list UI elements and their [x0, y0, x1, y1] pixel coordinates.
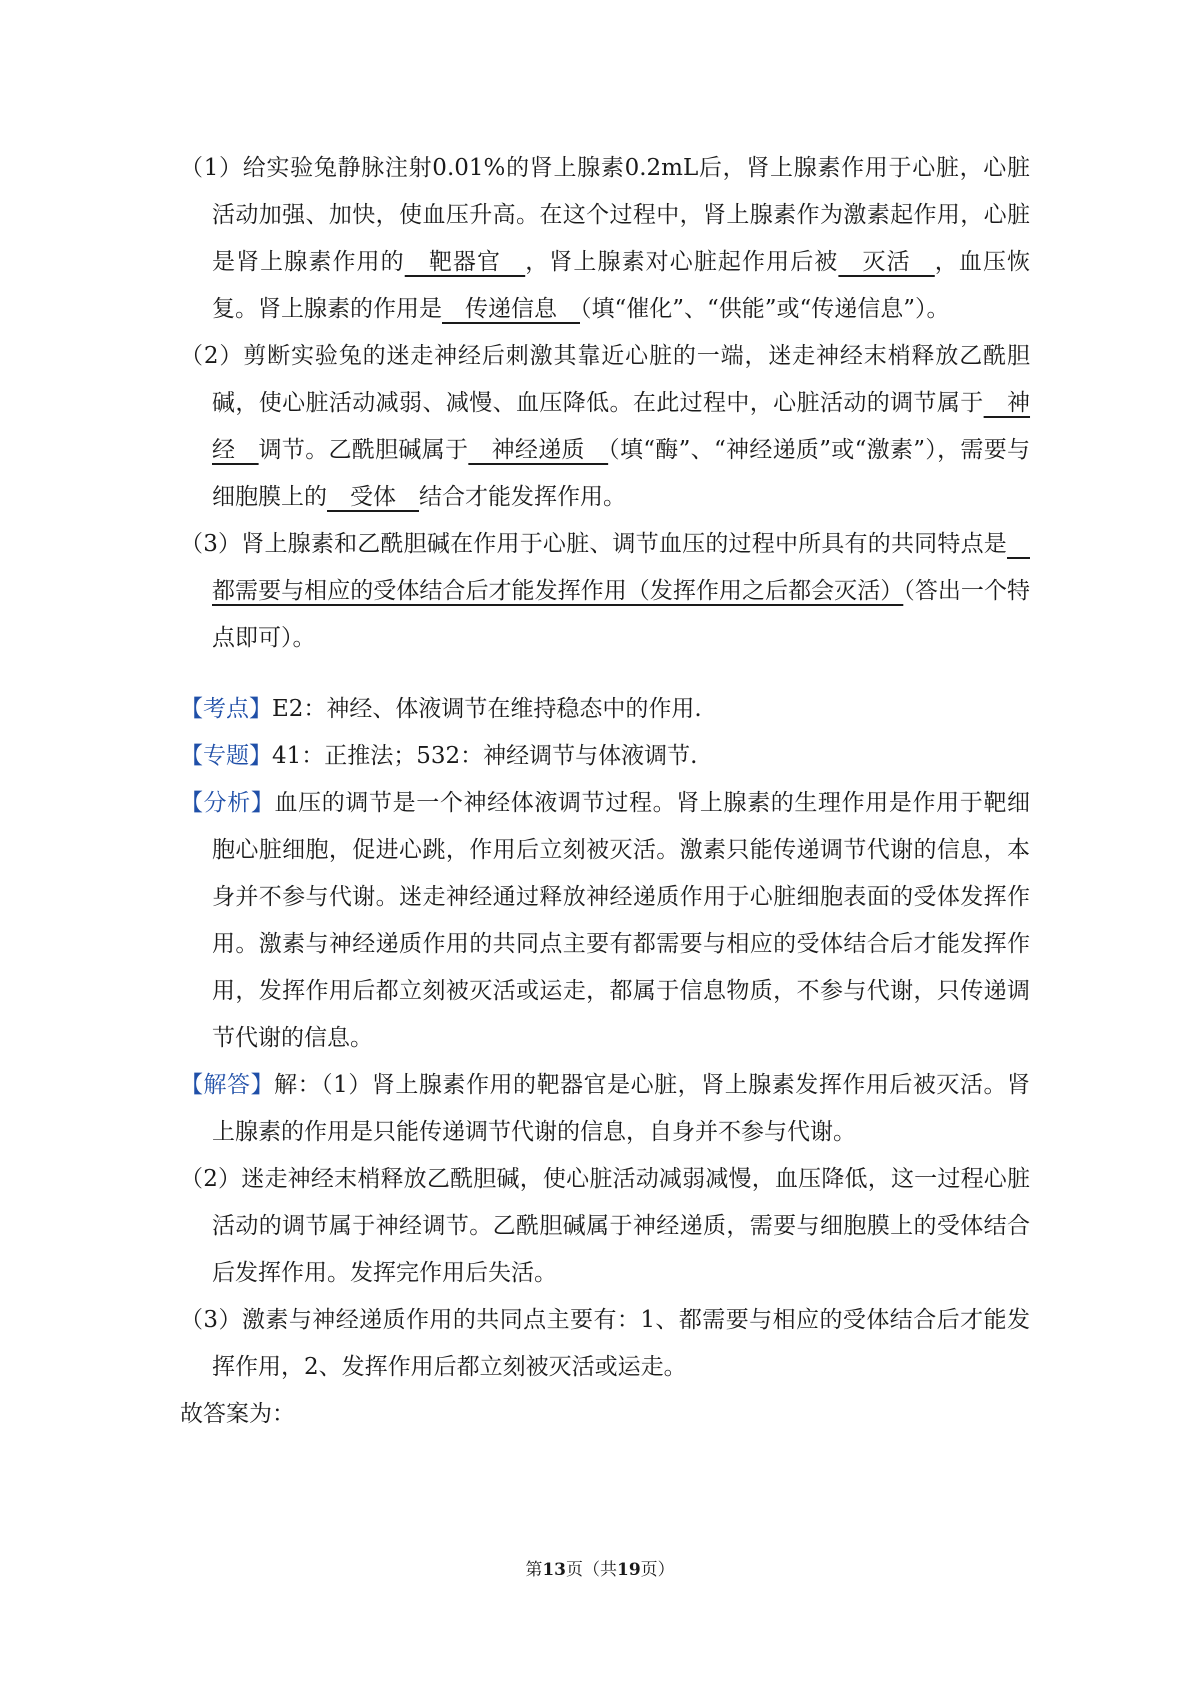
q1-text-c: ，血压恢复。肾上腺素的作用是 — [212, 249, 1031, 322]
jieda-text: 解：（1）肾上腺素作用的靶器官是心脏，肾上腺素发挥作用后被灭活。肾上腺素的作用是只能传递调节代谢的信息，自身并不参与代谢。 — [212, 1072, 1031, 1145]
q2-answer-2: 神经递质 — [468, 437, 609, 463]
question-3 — [180, 521, 1030, 662]
q1-answer-3: 传递信息 — [442, 296, 580, 322]
zhuanti-label: 【专题】 — [180, 743, 272, 769]
jieda-section — [180, 1062, 1030, 1156]
jieda-label: 【解答】 — [180, 1072, 275, 1098]
page-footer — [0, 1555, 1200, 1580]
footer-page-number: 13 — [542, 1560, 566, 1580]
q3-text-b: （答出一个特点即可）。 — [212, 578, 1031, 651]
q1-answer-1: 靶器官 — [404, 249, 526, 275]
conclusion-line: 故答案为： — [180, 1401, 295, 1427]
kaodian-section — [180, 686, 1030, 733]
fenxi-text: 血压的调节是一个神经体液调节过程。肾上腺素的生理作用是作用于靶细胞心脏细胞，促进心跳，作用后立刻被灭活。激素只能传递调节代谢的信息，本身并不参与代谢。迷走神经通过释放神经递质作用于心脏细胞表面的受体发挥作用。激素与神经递质作用的共同点主要有都需要与相应的受体结合后才能发挥作用，发挥作用后都立刻被灭活或运走，都属于信息物质，不参与代谢，只传递调节代谢的信息。 — [212, 790, 1031, 1051]
fenxi-section — [180, 780, 1030, 1062]
jieda-part-2: （2）迷走神经末梢释放乙酰胆碱，使心脏活动减弱减慢，血压降低，这一过程心脏活动的调节属于神经调节。乙酰胆碱属于神经递质，需要与细胞膜上的受体结合后发挥作用。发挥完作用后失活。 — [180, 1166, 1030, 1286]
q1-text-d: （填“催化”、“供能”或“传递信息”）。 — [580, 296, 950, 322]
question-1 — [180, 145, 1030, 333]
q1-text-a: （1）给实验兔静脉注射0.01%的肾上腺素0.2mL后，肾上腺素作用于心脏，心脏活动加强、加快，使血压升高。在这个过程中，肾上腺素作为激素起作用，心脏是肾上腺素作用的 — [180, 155, 1031, 275]
footer-total-pages: 19 — [617, 1560, 641, 1580]
q2-answer-3: 受体 — [327, 484, 419, 510]
q3-answer-1: 都需要与相应的受体结合后才能发挥作用（发挥作用之后都会灭活） — [212, 531, 1030, 604]
kaodian-text: E2：神经、体液调节在维持稳态中的作用. — [272, 696, 702, 722]
q2-text-c: （填“酶”、“神经递质”或“激素”），需要与细胞膜上的 — [212, 437, 1031, 510]
q2-text-d: 结合才能发挥作用。 — [419, 484, 626, 510]
q3-text-a: （3）肾上腺素和乙酰胆碱在作用于心脏、调节血压的过程中所具有的共同特点是 — [180, 531, 1007, 557]
fenxi-label: 【分析】 — [180, 790, 275, 816]
question-2 — [180, 333, 1030, 521]
footer-middle: 页（共 — [566, 1560, 617, 1580]
page-content — [180, 145, 1030, 1438]
q1-answer-2: 灭活 — [838, 249, 935, 275]
jieda-part-3: （3）激素与神经递质作用的共同点主要有：1、都需要与相应的受体结合后才能发挥作用，2、发挥作用后都立刻被灭活或运走。 — [180, 1307, 1030, 1380]
kaodian-label: 【考点】 — [180, 696, 272, 722]
zhuanti-section — [180, 733, 1030, 780]
zhuanti-text: 41：正推法；532：神经调节与体液调节. — [272, 743, 698, 769]
q2-text-a: （2）剪断实验兔的迷走神经后刺激其靠近心脏的一端，迷走神经末梢释放乙酰胆碱，使心脏活动减弱、减慢、血压降低。在此过程中，心脏活动的调节属于 — [180, 343, 1030, 416]
q2-text-b: 调节。乙酰胆碱属于 — [258, 437, 469, 463]
footer-suffix: 页） — [640, 1560, 675, 1580]
q2-answer-1: 神经 — [212, 390, 1031, 463]
footer-prefix: 第 — [525, 1560, 543, 1580]
section-gap — [180, 662, 1030, 686]
q1-text-b: ，肾上腺素对心脏起作用后被 — [525, 249, 839, 275]
